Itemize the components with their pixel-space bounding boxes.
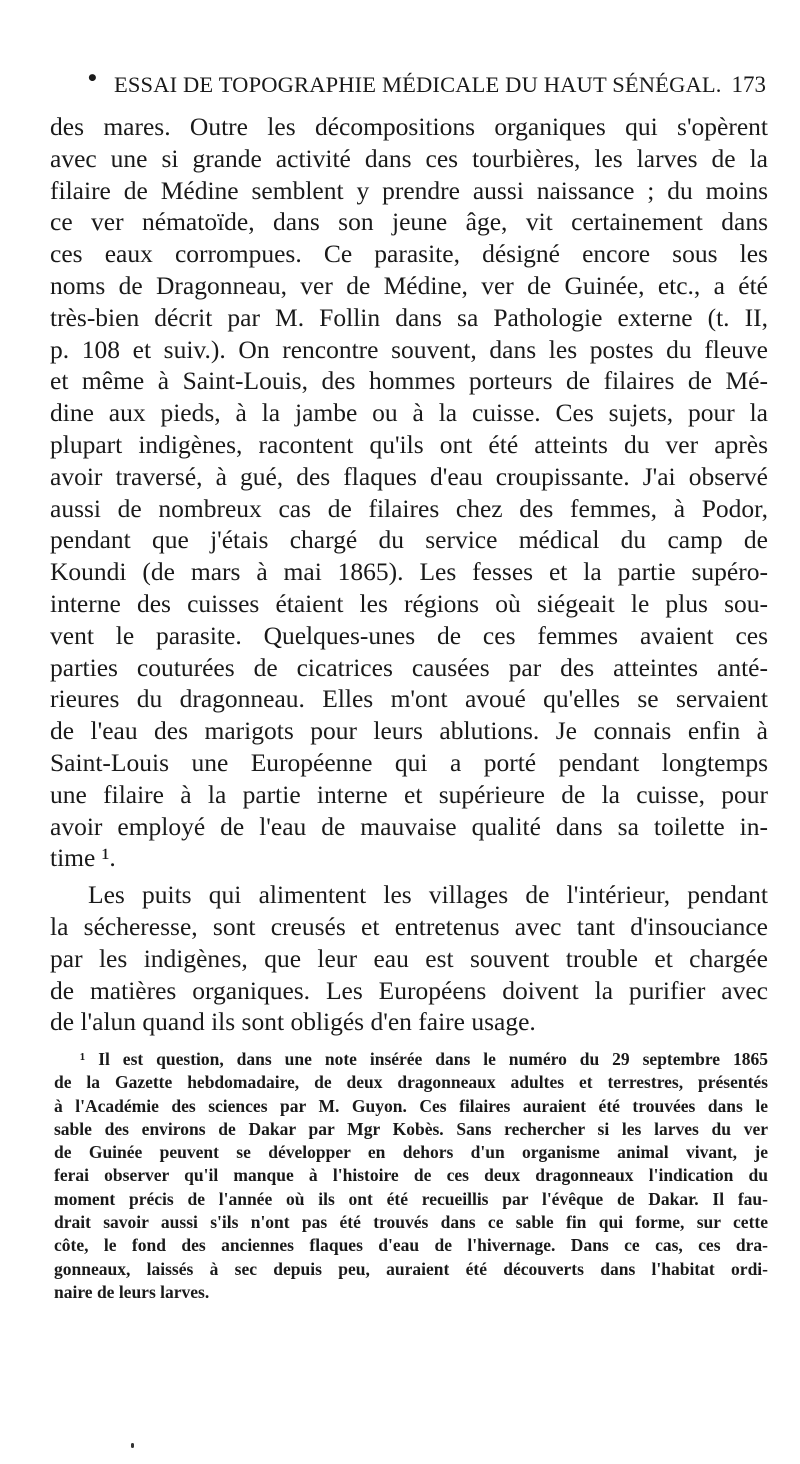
text-line: Les puits qui alimentent les villages de l'intérieur, pendant [88,880,768,910]
text-line: une filaire à la partie interne et supérieure de la cuisse, pour [50,779,768,809]
text-line: de l'alun quand ils sont obligés d'en faire usage. [50,1007,536,1037]
text-line: vent le parasite. Quelques-unes de ces femmes avaient ces [50,620,768,650]
text-line: noms de Dragonneau, ver de Médine, ver de Guinée, etc., a été [50,270,768,300]
text-line: très-bien décrit par M. Follin dans sa Pathologie externe (t. II, [50,302,768,332]
body-text [50,111,768,1038]
text-line: et même à Saint-Louis, des hommes porteurs de filaires de Mé- [50,366,768,396]
footnote-line: gonneaux, laissés à sec depuis peu, auraient été découverts dans l'habitat ordi- [54,1258,768,1279]
footnote-line: de Guinée peuvent se développer en dehors d'un organisme animal vivant, je [54,1142,768,1163]
footnote-line: côte, le fond des anciennes flaques d'eau de l'hivernage. Dans ce cas, ces dra- [54,1235,768,1256]
text-line: plupart indigènes, racontent qu'ils ont été atteints du ver après [50,429,768,459]
text-line: aussi de nombreux cas de filaires chez des femmes, à Podor, [50,493,768,523]
footnote-line: ferai observer qu'il manque à l'histoire de ces deux dragonneaux l'indication du [54,1165,768,1186]
footnote-line: moment précis de l'année où ils ont été recueillis par l'évêque de Dakar. Il fau- [54,1188,768,1209]
text-line: de matières organiques. Les Européens doivent la purifier avec [50,975,768,1005]
text-line: dine aux pieds, à la jambe ou à la cuisse. Ces sujets, pour la [50,398,768,428]
text-line: avoir employé de l'eau de mauvaise qualité dans sa toilette in- [50,811,768,841]
text-line: parties couturées de cicatrices causées par des atteintes anté- [50,652,768,682]
text-line: filaire de Médine semblent y prendre aussi naissance ; du moins [50,175,768,205]
footnote-line: de la Gazette hebdomadaire, de deux dragonneaux adultes et terrestres, présentés [54,1072,768,1093]
text-line: par les indigènes, que leur eau est souvent trouble et chargée [50,943,768,973]
footnote-line: sable des environs de Dakar par Mgr Kobès. Sans rechercher si les larves du ver [54,1118,768,1139]
footnote-line: ¹ Il est question, dans une note insérée dans le numéro du 29 septembre 1865 [80,1049,768,1069]
ink-speck [131,1443,134,1448]
text-line: ce ver nématoïde, dans son jeune âge, vit certainement dans [50,207,768,237]
text-line: rieures du dragonneau. Elles m'ont avoué qu'elles se servaient [50,684,768,714]
text-line: interne des cuisses étaient les régions où siégeait le plus sou- [50,588,768,618]
text-line: Koundi (de mars à mai 1865). Les fesses et la partie supéro- [50,557,768,587]
text-line: ces eaux corrompues. Ce parasite, désigné encore sous les [50,239,768,269]
text-line: Saint-Louis une Européenne qui a porté pendant longtemps [50,747,768,777]
footnote-line: naire de leurs larves. [54,1281,210,1302]
footnote [54,1048,768,1304]
text-line: la sécheresse, sont creusés et entretenus avec tant d'insouciance [50,911,768,941]
text-line: des mares. Outre les décompositions organiques qui s'opèrent [50,112,768,141]
text-line: avec une si grande activité dans ces tourbières, les larves de la [50,143,768,173]
page-number: 173 [731,72,766,97]
text-line: avoir traversé, à gué, des flaques d'eau croupissante. J'ai observé [50,461,768,491]
running-title: ESSAI DE TOPOGRAPHIE MÉDICALE DU HAUT SÉNÉGAL. [114,72,722,97]
text-line: de l'eau des marigots pour leurs ablutions. Je connais enfin à [50,716,768,746]
header-mark: • [86,66,99,90]
text-line: pendant que j'étais chargé du service médical du camp de [50,525,768,555]
footnote-line: drait savoir aussi s'ils n'ont pas été trouvés dans ce sable fin qui forme, sur cette [54,1212,768,1233]
running-header [86,62,766,102]
text-line: p. 108 et suiv.). On rencontre souvent, dans les postes du fleuve [50,334,768,364]
text-line: time ¹. [50,843,116,873]
footnote-line: à l'Académie des sciences par M. Guyon. Ces filaires auraient été trouvées dans le [54,1095,768,1116]
